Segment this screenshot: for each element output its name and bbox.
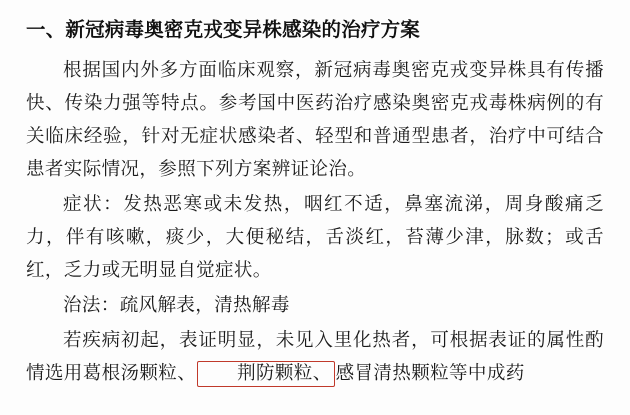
medication-text-after: 感冒清热颗粒等中成药 <box>335 363 525 384</box>
paragraph-treatment-method: 治法：疏风解表，清热解毒 <box>63 295 290 316</box>
paragraph-symptoms: 症状：发热恶寒或未发热，咽红不适，鼻塞流涕，周身酸痛乏力，伴有咳嗽，痰少，大便秘结，舌淡红，苔薄少津，脉数；或舌红，乏力或无明显自觉症状。 <box>26 194 604 281</box>
page-title: 一、新冠病毒奥密克戎变异株感染的治疗方案 <box>26 18 421 41</box>
highlighted-drug-name: 荆防颗粒、 <box>197 361 335 387</box>
medication-text-before: 若疾病初起，表证明显，未见入里化热者，可根据表证的属性酌情选用葛根汤颗粒、 <box>26 330 604 384</box>
paragraph-overview: 根据国内外多方面临床观察，新冠病毒奥密克戎变异株具有传播快、传染力强等特点。参考国中医药治疗感染奥密克戎毒株病例的有关临床经验，针对无症状感染者、轻型和普通型患者，治疗中可结合患者实际情况，参照下列方案辨证论治。 <box>26 60 604 180</box>
paragraph-medication <box>26 324 604 390</box>
